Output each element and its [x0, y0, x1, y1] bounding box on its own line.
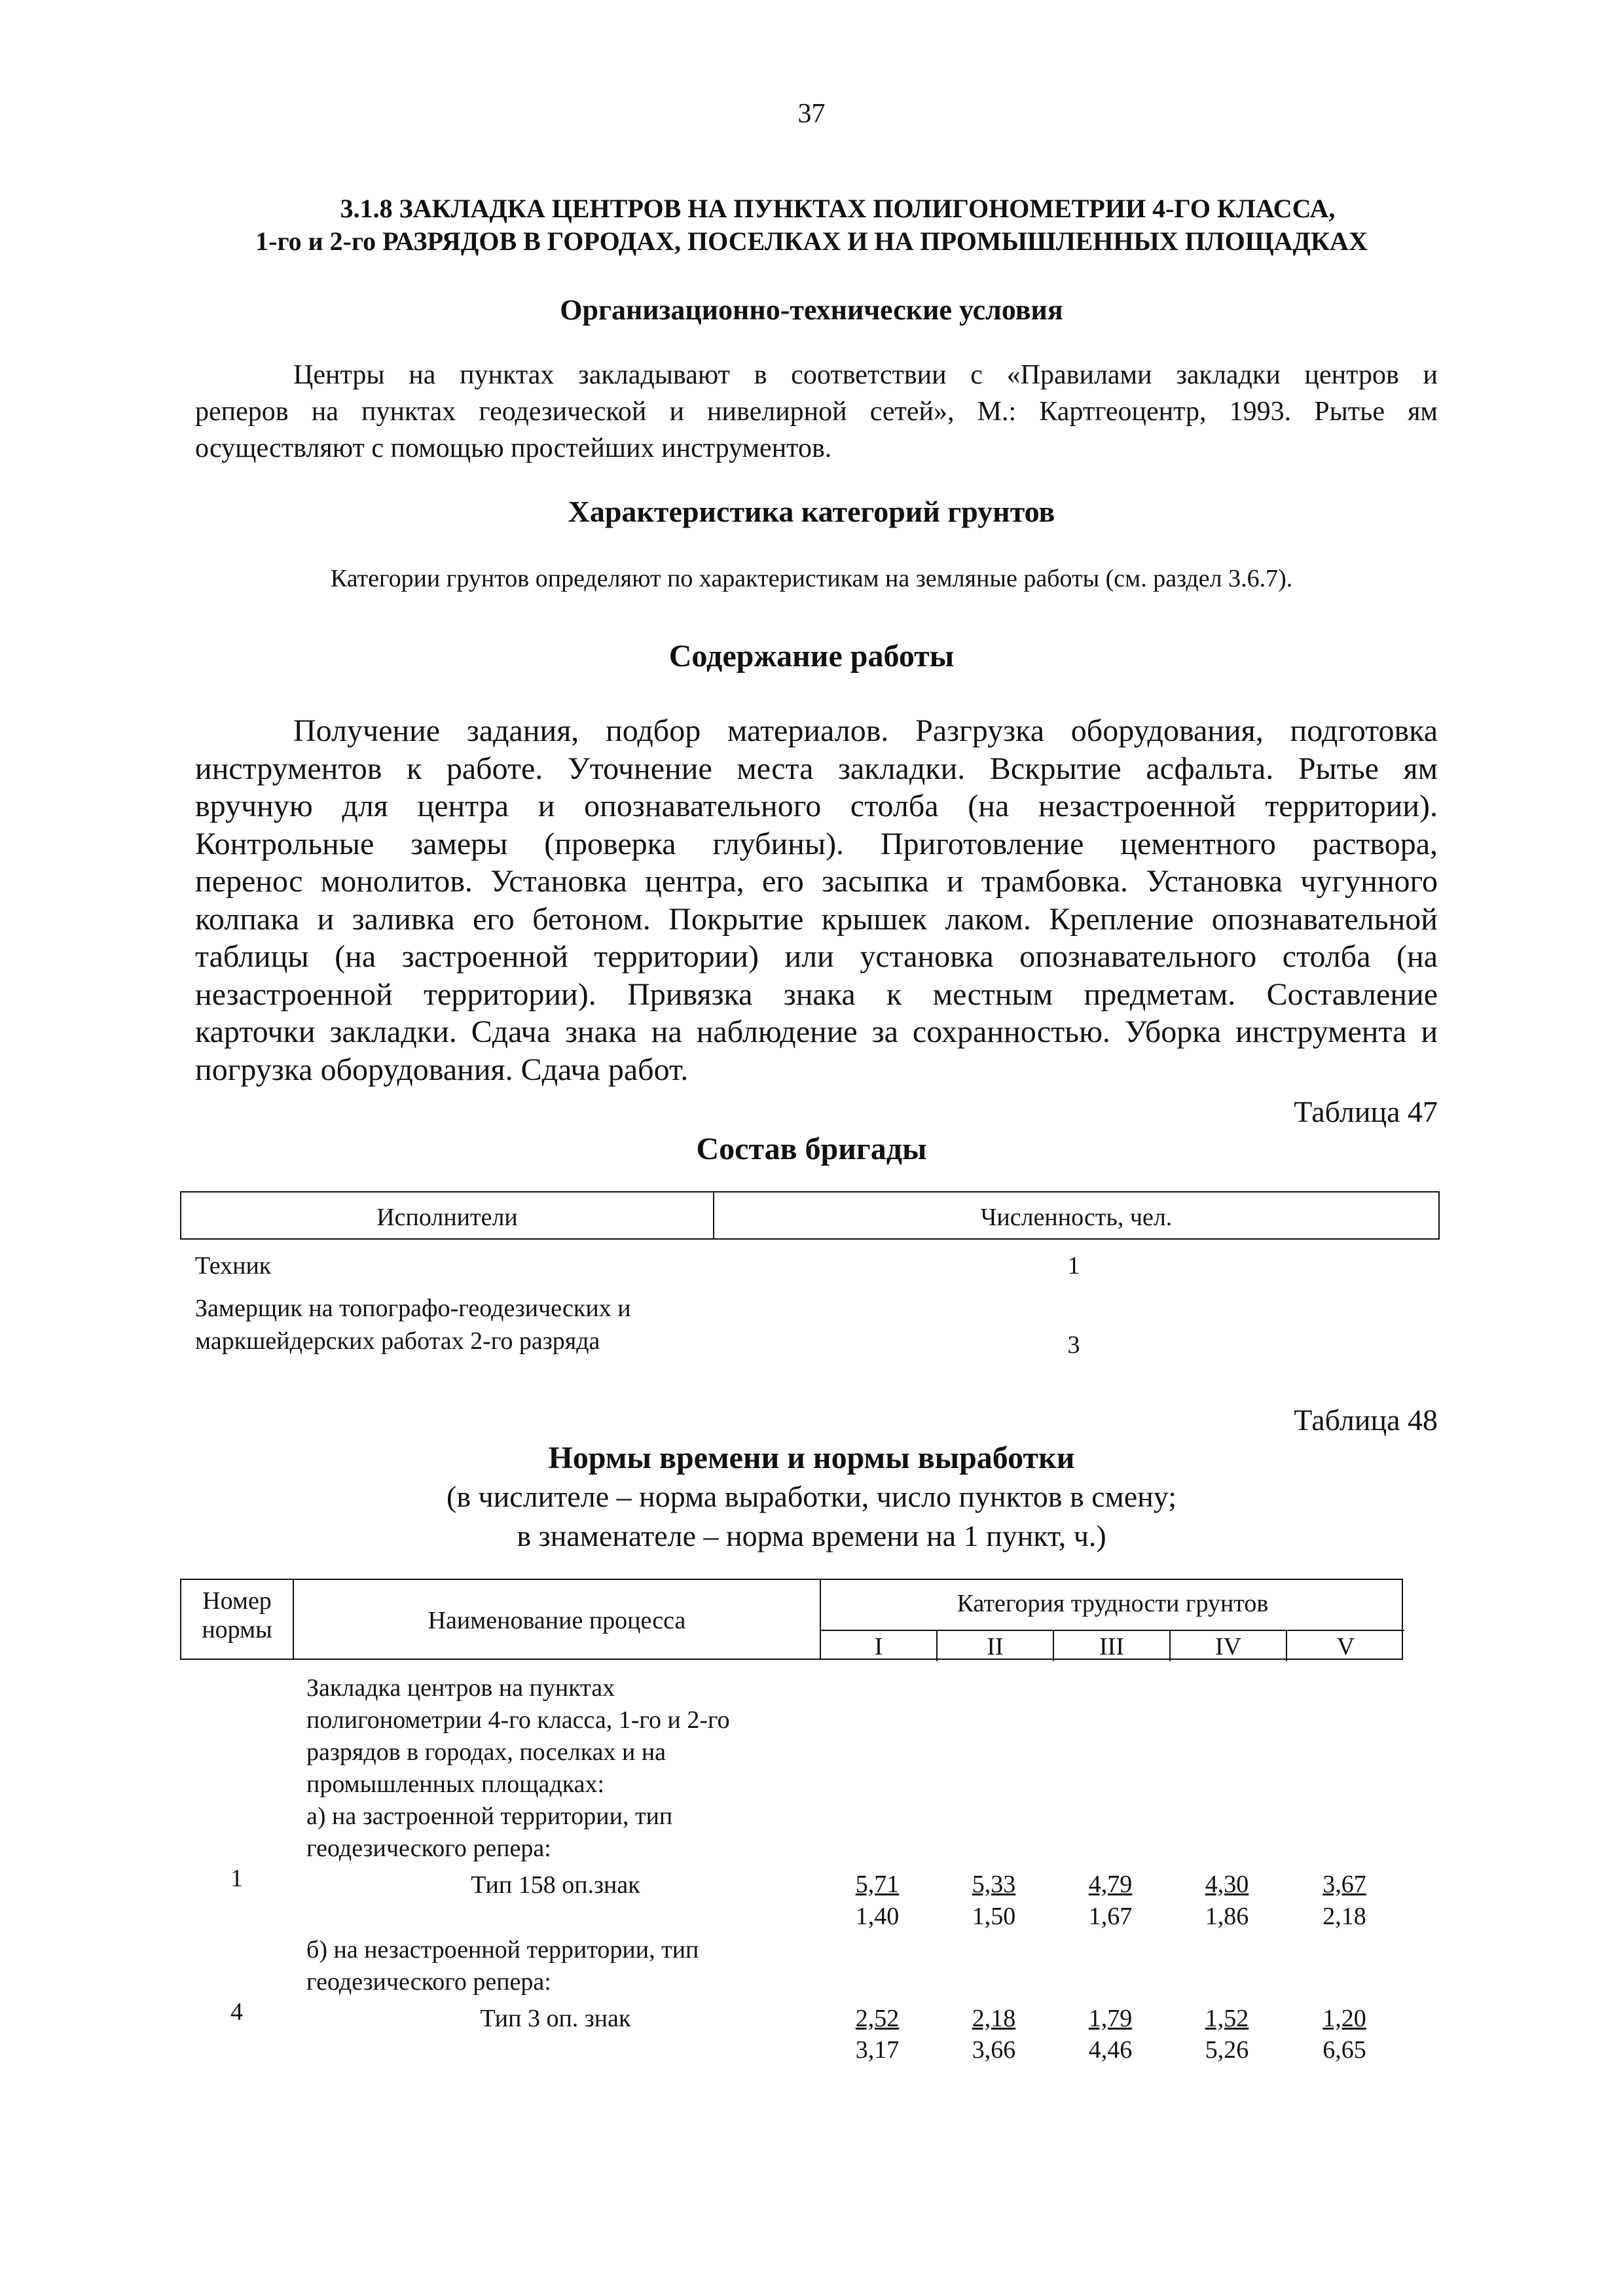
- org-conditions-heading: Организационно-технические условия: [560, 294, 1063, 326]
- work-line: вручную для центра и опознавательного столба (на незастроенной территории).: [195, 789, 1438, 823]
- table-47-row-name-line: Замерщик на топографо-геодезических и: [195, 1295, 631, 1322]
- table-48-label: Таблица 48: [1294, 1403, 1438, 1437]
- table-47-title: Состав бригады: [696, 1132, 927, 1166]
- table-48-subtitle-1: (в числителе – норма выработки, число пунктов в смену;: [447, 1480, 1176, 1513]
- table-48-row4-numerator: 2,18: [972, 2005, 1016, 2032]
- table-48-row4-numerator: 2,52: [855, 2005, 900, 2032]
- table-48-row1-numerator: 5,71: [855, 1871, 900, 1898]
- work-line: Получение задания, подбор материалов. Разгрузка оборудования, подготовка: [293, 713, 1438, 748]
- soil-text: Категории грунтов определяют по характеристикам на земляные работы (см. раздел 3.6.7).: [330, 565, 1293, 592]
- table-48-subtitle-2: в знаменателе – норма времени на 1 пункт, ч.): [517, 1519, 1106, 1552]
- table-48-row4-denominator: 6,65: [1322, 2036, 1366, 2064]
- work-heading: Содержание работы: [668, 639, 955, 673]
- table-48-description-line: Закладка центров на пунктах: [306, 1674, 615, 1702]
- table-47-row-count: 3: [1067, 1331, 1080, 1359]
- table-48-row1-numerator: 5,33: [972, 1871, 1016, 1898]
- table-48-row4-denominator: 5,26: [1205, 2036, 1249, 2064]
- table-48-description-b: [306, 1934, 699, 1998]
- work-line: Контрольные замеры (проверка глубины). Приготовление цементного раствора,: [195, 826, 1438, 861]
- work-line: погрузка оборудования. Сдача работ.: [195, 1052, 689, 1087]
- table-48-category-I: I: [874, 1633, 883, 1660]
- section-title-line-1: 3.1.8 ЗАКЛАДКА ЦЕНТРОВ НА ПУНКТАХ ПОЛИГОНОМЕТРИИ 4-ГО КЛАССА,: [340, 194, 1336, 223]
- work-line: незастроенной территории). Привязка знака к местным предметам. Составление: [195, 977, 1438, 1012]
- work-line: инструментов к работе. Уточнение места закладки. Вскрытие асфальта. Рытье ям: [195, 751, 1438, 786]
- table-48-row1-denominator: 2,18: [1322, 1903, 1366, 1930]
- table-47-row-name: Техник: [195, 1252, 272, 1280]
- table-48-col-number-line: Номер: [202, 1587, 272, 1615]
- work-line: колпака и заливка его бетоном. Покрытие крышек лаком. Крепление опознавательной: [195, 901, 1438, 937]
- work-line: перенос монолитов. Установка центра, его засыпка и трамбовка. Установка чугунного: [195, 864, 1438, 899]
- table-48-category-V: V: [1336, 1633, 1355, 1660]
- table-48-row1-denominator: 1,50: [972, 1903, 1016, 1930]
- table-48-col-process: Наименование процесса: [428, 1607, 686, 1634]
- table-48-col-number-line: нормы: [202, 1616, 272, 1643]
- table-48-description-line: геодезического репера:: [306, 1835, 551, 1862]
- org-line: реперов на пунктах геодезической и нивелирной сетей», М.: Картгеоцентр, 1993. Рытье ям: [195, 397, 1438, 427]
- table-48-col-number: [181, 1587, 293, 1644]
- table-48-header-subline: [820, 1630, 1404, 1631]
- table-48-description: [306, 1672, 730, 1865]
- table-48-row4-numerator: 1,79: [1088, 2005, 1133, 2032]
- table-48-description-line: геодезического репера:: [306, 1968, 551, 1996]
- table-48-row4-denominator: 4,46: [1088, 2036, 1133, 2064]
- table-48-title: Нормы времени и нормы выработки: [548, 1441, 1075, 1475]
- table-48-description-line: а) на застроенной территории, тип: [306, 1803, 673, 1830]
- table-48-row4-denominator: 3,66: [972, 2036, 1016, 2064]
- table-48-row1-numerator: 4,79: [1088, 1871, 1133, 1898]
- table-48-row4-numerator: 1,20: [1322, 2005, 1366, 2032]
- table-48-category-IV: IV: [1214, 1633, 1242, 1660]
- org-line: осуществляют с помощью простейших инструментов.: [195, 433, 832, 463]
- work-line: карточки закладки. Сдача знака на наблюдение за сохранностью. Уборка инструмента и: [195, 1014, 1438, 1049]
- table-48-header: [180, 1579, 1403, 1660]
- table-47-row-name-line: маркшейдерских работах 2-го разряда: [195, 1327, 600, 1355]
- table-48-row-name: Тип 158 оп.знак: [471, 1871, 640, 1899]
- table-48-row4-denominator: 3,17: [855, 2036, 900, 2064]
- section-title-line-2: 1-го и 2-го РАЗРЯДОВ В ГОРОДАХ, ПОСЕЛКАХ И НА ПРОМЫШЛЕННЫХ ПЛОЩАДКАХ: [255, 226, 1368, 256]
- table-48-row4-numerator: 1,52: [1205, 2005, 1249, 2032]
- table-47-header: [180, 1191, 1440, 1240]
- table-48-col-category: Категория трудности грунтов: [957, 1590, 1269, 1617]
- table-47-label: Таблица 47: [1294, 1095, 1438, 1128]
- table-48-row-number: 1: [230, 1865, 243, 1892]
- table-47-col-executors: Исполнители: [376, 1204, 518, 1231]
- org-line: Центры на пунктах закладывают в соответствии с «Правилами закладки центров и: [293, 360, 1438, 390]
- work-line: таблицы (на застроенной территории) или установка опознавательного столба (на: [195, 939, 1438, 974]
- table-48-row1-denominator: 1,67: [1088, 1903, 1133, 1930]
- table-47-row-count: 1: [1067, 1252, 1080, 1280]
- org-conditions-paragraph: [195, 357, 1438, 467]
- table-48-category-II: II: [987, 1633, 1004, 1660]
- table-48-row-name: Тип 3 оп. знак: [480, 2005, 631, 2032]
- table-48-row1-denominator: 1,40: [855, 1903, 900, 1930]
- table-47-col-count: Численность, чел.: [980, 1204, 1173, 1231]
- table-48-category-III: III: [1099, 1633, 1124, 1660]
- table-48-row-number: 4: [230, 1998, 243, 2026]
- table-48-description-line: полигонометрии 4-го класса, 1-го и 2-го: [306, 1706, 730, 1734]
- table-48-description-line: разрядов в городах, поселках и на: [306, 1738, 666, 1766]
- table-47-row-name: [195, 1292, 631, 1357]
- table-48-description-line: б) на незастроенной территории, тип: [306, 1936, 699, 1964]
- table-48-description-line: промышленных площадках:: [306, 1770, 605, 1798]
- soil-heading: Характеристика категорий грунтов: [568, 495, 1055, 528]
- table-48-row1-numerator: 4,30: [1205, 1871, 1249, 1898]
- page-number: 37: [797, 99, 826, 129]
- table-48-row1-denominator: 1,86: [1205, 1903, 1249, 1930]
- table-48-row1-numerator: 3,67: [1322, 1871, 1366, 1898]
- work-paragraph: [195, 712, 1438, 1088]
